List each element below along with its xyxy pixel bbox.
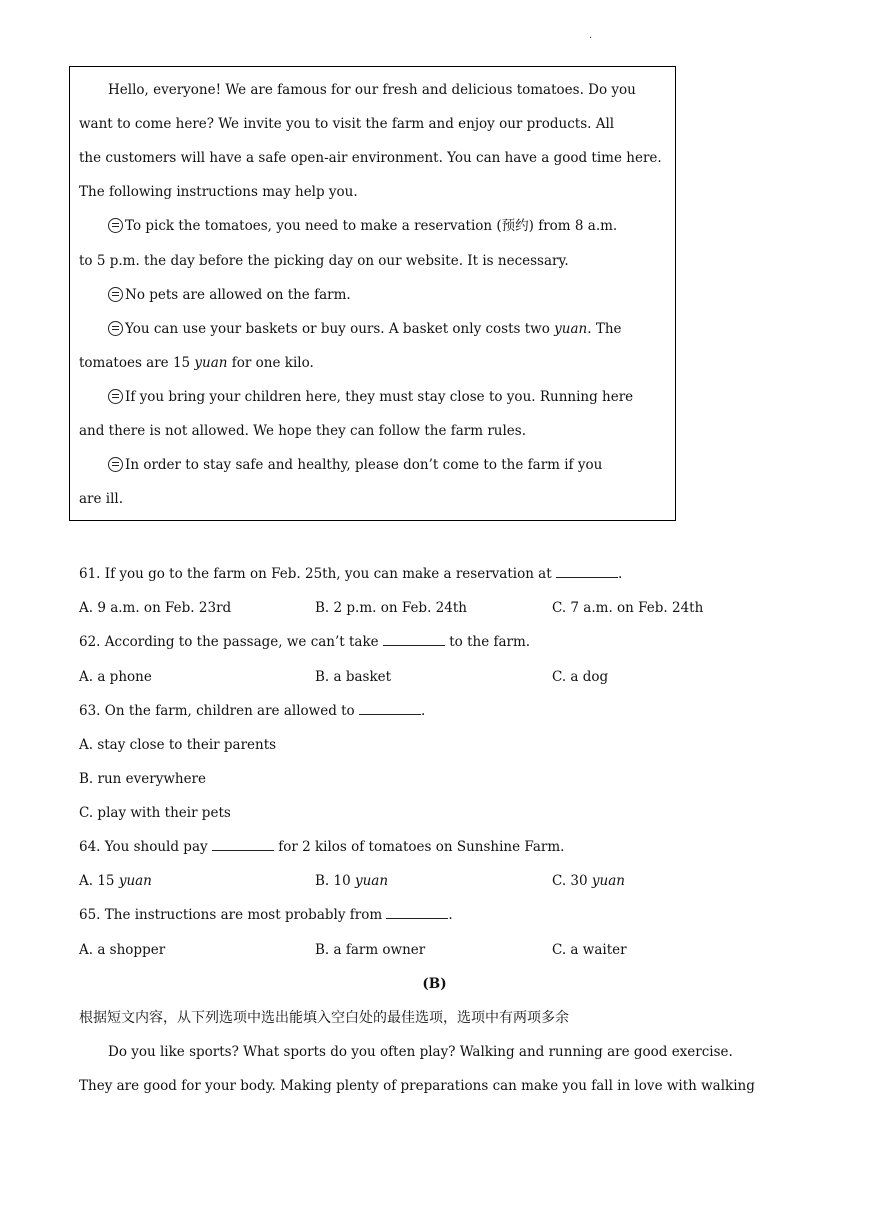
q61-option-a: A. 9 a.m. on Feb. 23rd [79, 600, 232, 616]
answer-blank [359, 702, 421, 715]
question-65-end: . [448, 907, 453, 923]
answer-blank [212, 838, 274, 851]
bullet-face-icon [108, 457, 123, 472]
rule-3-text-b-end: for one kilo. [227, 355, 314, 371]
rule-3-text-a-end: . The [587, 321, 622, 337]
q62-option-c: C. a dog [552, 669, 609, 685]
yuan-italic: yuan [194, 355, 228, 371]
answer-blank [556, 565, 618, 578]
intro-line-2: want to come here? We invite you to visit the farm and enjoy our products. All [79, 116, 615, 132]
section-b-paragraph-line-2: They are good for your body. Making plenty of preparations can make you fall in love with walking [79, 1078, 755, 1094]
question-62-stem: 62. According to the passage, we can’t take [79, 634, 383, 650]
question-63 [79, 701, 425, 721]
section-b-title: (B) [422, 976, 447, 992]
q62-option-b: B. a basket [315, 669, 392, 685]
header-mark: . [589, 30, 593, 41]
question-62 [79, 632, 530, 652]
q65-option-a: A. a shopper [79, 942, 166, 958]
question-62-end: to the farm. [444, 634, 531, 650]
answer-blank [386, 906, 448, 919]
section-b-paragraph-line-1: Do you like sports? What sports do you often play? Walking and running are good exercise. [108, 1044, 733, 1060]
yuan-italic: yuan [118, 873, 152, 889]
yuan-italic: yuan [554, 321, 588, 337]
q64-option-a-label: A. 15 [79, 873, 119, 889]
intro-line-3: the customers will have a safe open-air environment. You can have a good time here. [79, 150, 662, 166]
q65-option-b: B. a farm owner [315, 942, 426, 958]
rule-4-text-a: If you bring your children here, they must stay close to you. Running here [125, 389, 634, 405]
rule-3-line-2 [79, 353, 314, 373]
bullet-face-icon [108, 389, 123, 404]
rule-1-line-2: to 5 p.m. the day before the picking day on our website. It is necessary. [79, 253, 569, 269]
rule-1-text-a: To pick the tomatoes, you need to make a reservation (预约) from 8 a.m. [125, 218, 618, 234]
question-61 [79, 564, 622, 584]
intro-line-4: The following instructions may help you. [79, 184, 358, 200]
q63-option-c: C. play with their pets [79, 805, 231, 821]
q64-option-a [79, 871, 152, 891]
rule-4-line-1 [79, 387, 633, 407]
rule-2-text: No pets are allowed on the farm. [125, 287, 351, 303]
q62-option-a: A. a phone [79, 669, 152, 685]
q64-option-c [552, 871, 625, 891]
rule-4-line-2: and there is not allowed. We hope they can follow the farm rules. [79, 423, 526, 439]
q64-option-c-label: C. 30 [552, 873, 592, 889]
question-61-end: . [617, 566, 623, 582]
q63-option-a: A. stay close to their parents [79, 737, 277, 753]
question-63-end: . [420, 703, 426, 719]
rule-5-line-2: are ill. [79, 491, 124, 507]
q65-option-c: C. a waiter [552, 942, 627, 958]
question-63-stem: 63. On the farm, children are allowed to [79, 703, 359, 719]
section-b-instruction: 根据短文内容，从下列选项中选出能填入空白处的最佳选项，选项中有两项多余 [79, 1010, 569, 1026]
question-64-end: for 2 kilos of tomatoes on Sunshine Farm. [273, 839, 565, 855]
q64-option-b-label: B. 10 [315, 873, 355, 889]
question-61-stem: 61. If you go to the farm on Feb. 25th, you can make a reservation at [79, 566, 556, 582]
yuan-italic: yuan [354, 873, 389, 889]
rule-3-text-a: You can use your baskets or buy ours. A basket only costs two [125, 321, 555, 337]
bullet-face-icon [108, 218, 123, 233]
rule-2-line [79, 285, 351, 305]
bullet-face-icon [108, 321, 123, 336]
yuan-italic: yuan [591, 873, 625, 889]
passage-box [69, 66, 676, 521]
rule-3-line-1 [79, 319, 622, 339]
rule-1-line-1 [79, 216, 617, 236]
question-64-stem: 64. You should pay [79, 839, 212, 855]
question-65 [79, 905, 453, 925]
rule-5-line-1 [79, 455, 602, 475]
q61-option-b: B. 2 p.m. on Feb. 24th [315, 600, 467, 616]
q64-option-b [315, 871, 388, 891]
rule-3-text-b: tomatoes are 15 [79, 355, 195, 371]
answer-blank [383, 633, 445, 646]
q63-option-b: B. run everywhere [79, 771, 207, 787]
q61-option-c: C. 7 a.m. on Feb. 24th [552, 600, 704, 616]
question-64 [79, 837, 564, 857]
rule-5-text-a: In order to stay safe and healthy, please don’t come to the farm if you [125, 457, 603, 473]
intro-line-1: Hello, everyone! We are famous for our fresh and delicious tomatoes. Do you [108, 82, 636, 98]
bullet-face-icon [108, 287, 123, 302]
question-65-stem: 65. The instructions are most probably from [79, 907, 387, 923]
